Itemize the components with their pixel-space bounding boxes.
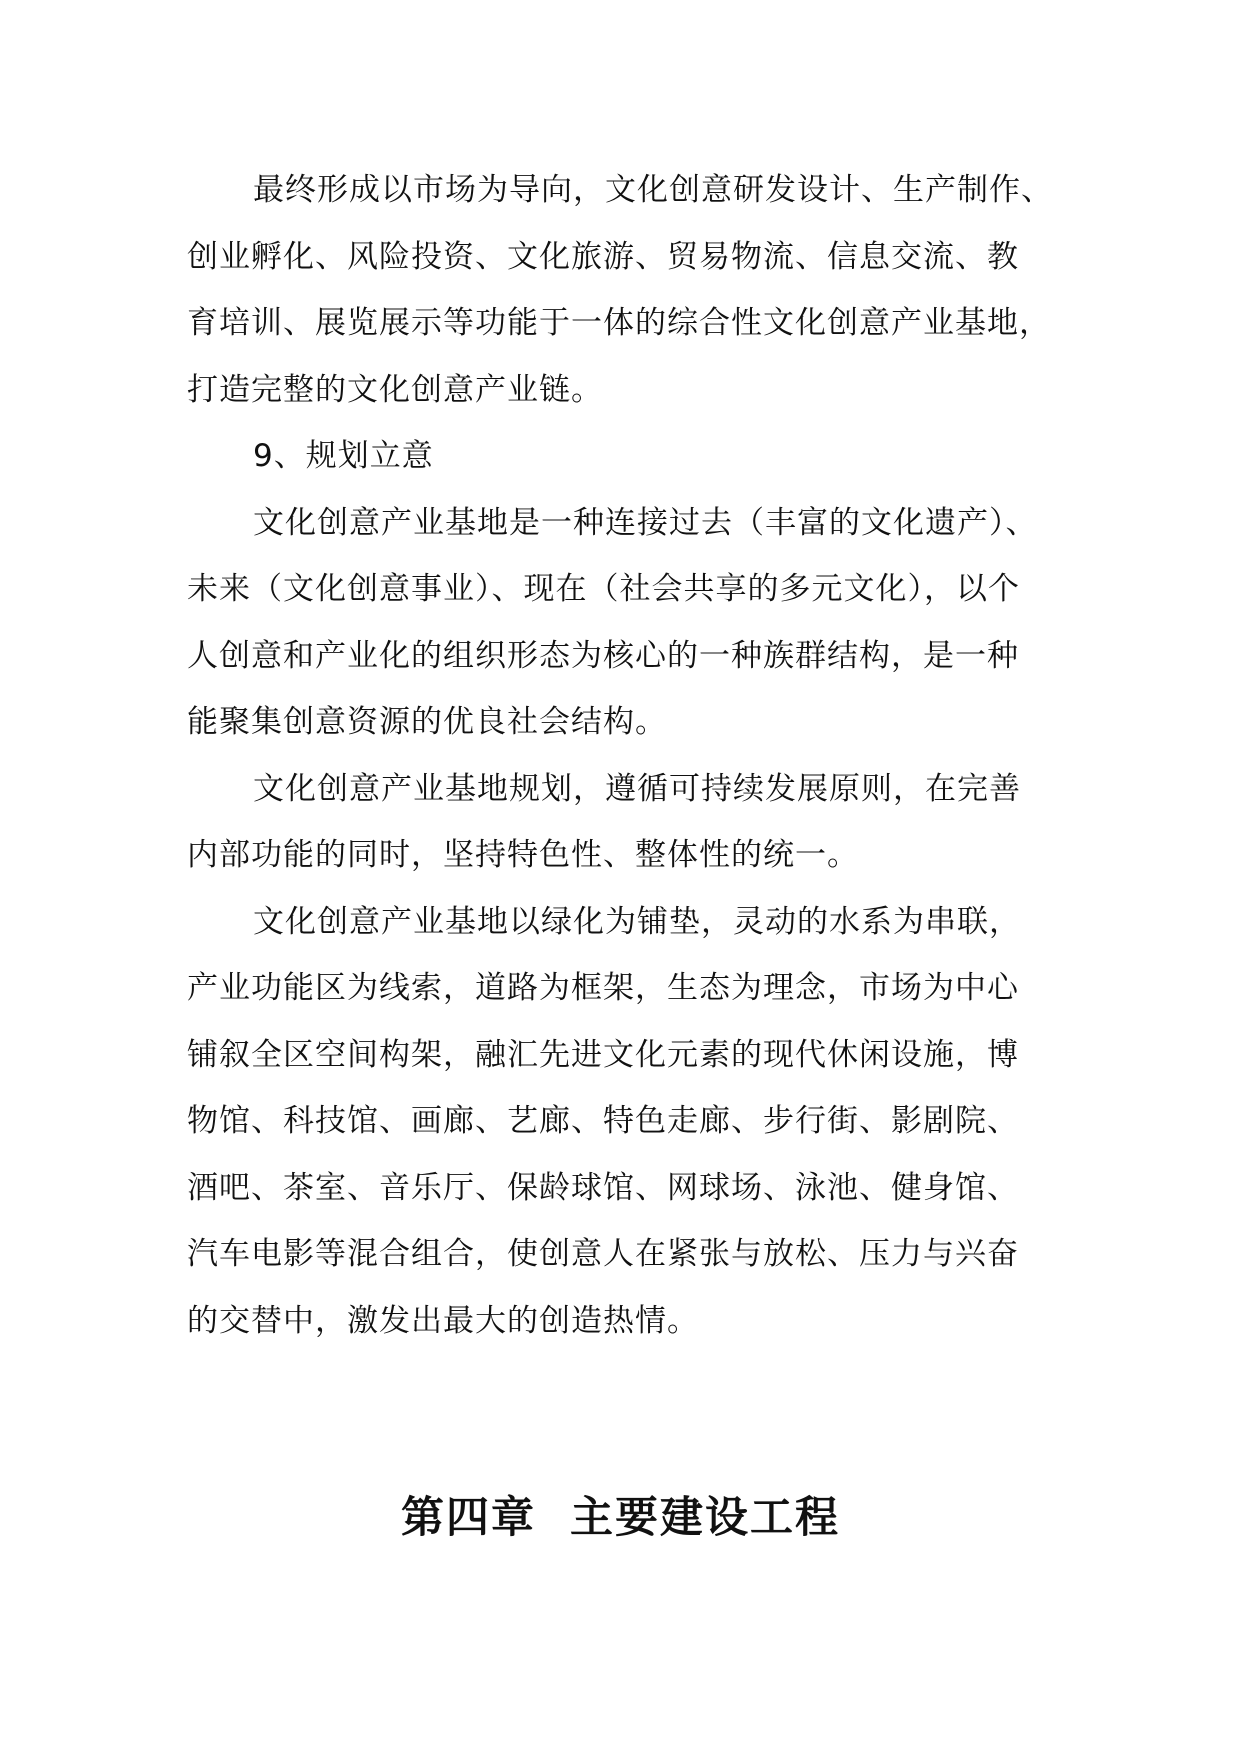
text-line: 汽车电影等混合组合，使创意人在紧张与放松、压力与兴奋	[187, 1236, 1019, 1272]
chapter-title: 第四章 主要建设工程	[401, 1493, 840, 1543]
text-line: 产业功能区为线索，道路为框架，生态为理念，市场为中心	[187, 970, 1019, 1006]
text-line: 育培训、展览展示等功能于一体的综合性文化创意产业基地，	[187, 305, 1051, 341]
text-line: 文化创意产业基地是一种连接过去（丰富的文化遗产）、	[253, 505, 1038, 541]
text-line: 内部功能的同时，坚持特色性、整体性的统一。	[187, 837, 859, 873]
text-line: 未来（文化创意事业）、现在（社会共享的多元文化），以个	[187, 571, 1020, 607]
text-line: 人创意和产业化的组织形态为核心的一种族群结构，是一种	[187, 638, 1019, 674]
text-line: 文化创意产业基地以绿化为铺垫，灵动的水系为串联，	[253, 904, 1021, 940]
text-line: 创业孵化、风险投资、文化旅游、贸易物流、信息交流、教	[187, 239, 1019, 275]
text-line: 打造完整的文化创意产业链。	[187, 372, 603, 408]
text-line: 的交替中，激发出最大的创造热情。	[187, 1303, 699, 1339]
text-line: 铺叙全区空间构架，融汇先进文化元素的现代休闲设施，博	[187, 1037, 1019, 1073]
text-line: 最终形成以市场为导向，文化创意研发设计、生产制作、	[253, 172, 1053, 208]
text-line: 酒吧、茶室、音乐厅、保龄球馆、网球场、泳池、健身馆、	[187, 1170, 1019, 1206]
text-line: 文化创意产业基地规划，遵循可持续发展原则，在完善	[253, 771, 1021, 807]
text-line: 能聚集创意资源的优良社会结构。	[187, 704, 667, 740]
text-line: 物馆、科技馆、画廊、艺廊、特色走廊、步行街、影剧院、	[187, 1103, 1019, 1139]
section-heading: 9、规划立意	[253, 438, 434, 474]
